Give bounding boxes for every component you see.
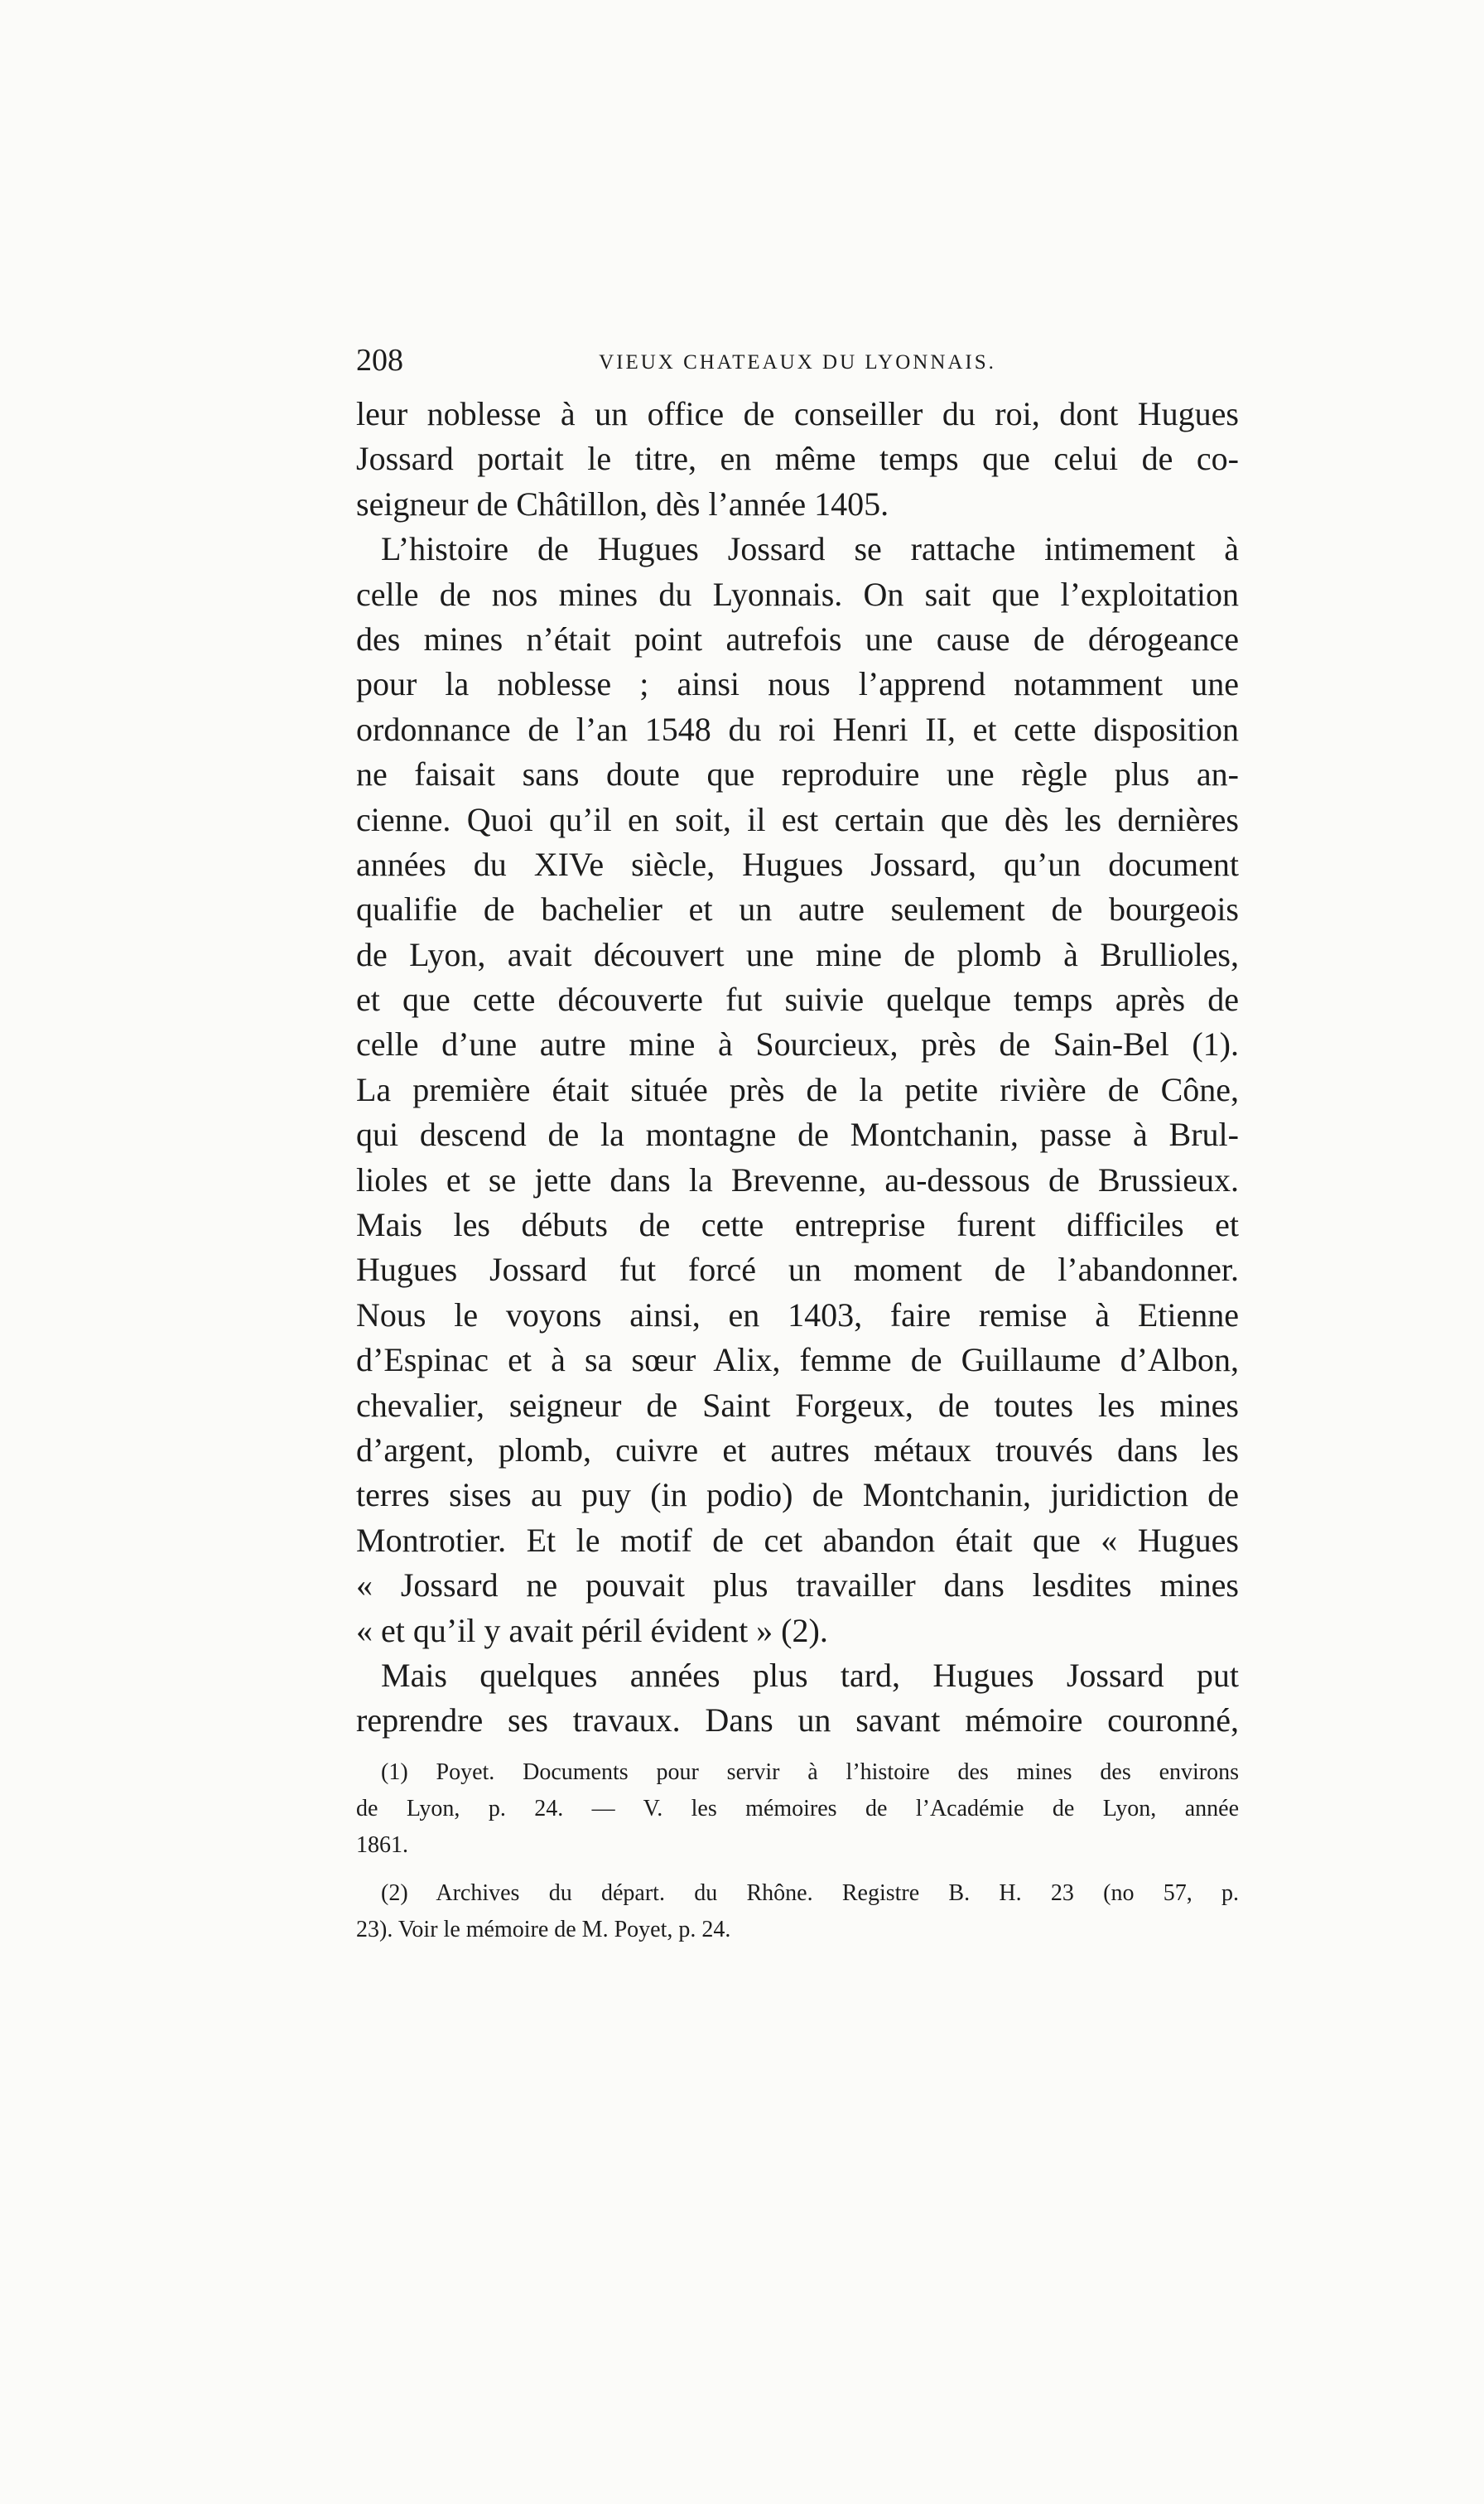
text-line: ne faisait sans doute que reproduire une règle plus an- [356,755,1239,794]
text-line: pour la noblesse ; ainsi nous l’apprend notamment une [356,665,1239,703]
text-line: Nous le voyons ainsi, en 1403, faire remise à Etienne [356,1295,1239,1334]
page-number: 208 [356,343,403,378]
footnote-line: 1861. [356,1832,408,1858]
text-line: seigneur de Châtillon, dès l’année 1405. [356,485,889,523]
text-line: et que cette découverte fut suivie quelque temps après de [356,981,1239,1019]
text-line: celle de nos mines du Lyonnais. On sait que l’exploitation [356,575,1239,613]
footnote-line: (1) Poyet. Documents pour servir à l’histoire des mines des environs [381,1759,1239,1785]
text-line: d’Espinac et à sa sœur Alix, femme de Guillaume d’Albon, [356,1341,1239,1379]
text-line: La première était située près de la petite rivière de Cône, [356,1070,1239,1108]
footnote-line: de Lyon, p. 24. — V. les mémoires de l’Académie de Lyon, année [356,1796,1239,1821]
text-line: années du XIVe siècle, Hugues Jossard, qu’un document [356,845,1239,883]
text-line: « et qu’il y avait péril évident » (2). [356,1611,828,1649]
text-line: reprendre ses travaux. Dans un savant mémoire couronné, [356,1701,1239,1739]
footnotes [356,1754,1239,1948]
text-line: ordonnance de l’an 1548 du roi Henri II, et cette disposition [356,710,1239,748]
text-line: Mais quelques années plus tard, Hugues Jossard put [381,1656,1239,1694]
text-line: Jossard portait le titre, en même temps que celui de co- [356,440,1239,478]
page-header [356,340,1239,389]
footnote-gap [356,1864,1239,1875]
text-line: Montrotier. Et le motif de cet abandon était que « Hugues [356,1521,1239,1559]
text-line: des mines n’était point autrefois une cause de dérogeance [356,620,1239,658]
text-line: Hugues Jossard fut forcé un moment de l’abandonner. [356,1251,1239,1289]
text-line: qualifie de bachelier et un autre seulement de bourgeois [356,890,1239,929]
footnote-line: 23). Voir le mémoire de M. Poyet, p. 24. [356,1917,731,1942]
text-line: leur noblesse à un office de conseiller du roi, dont Hugues [356,395,1239,432]
text-line: « Jossard ne pouvait plus travailler dans lesdites mines [356,1566,1239,1604]
text-line: cienne. Quoi qu’il en soit, il est certain que dès les dernières [356,800,1239,838]
text-line: L’histoire de Hugues Jossard se rattache intimement à [381,530,1239,568]
text-line: d’argent, plomb, cuivre et autres métaux trouvés dans les [356,1431,1239,1469]
text-line: de Lyon, avait découvert une mine de plomb à Brullioles, [356,935,1239,973]
text-line: lioles et se jette dans la Brevenne, au-dessous de Brussieux. [356,1160,1239,1199]
text-line: Mais les débuts de cette entreprise furent difficiles et [356,1206,1239,1244]
text-line: chevalier, seigneur de Saint Forgeux, de toutes les mines [356,1386,1239,1424]
text-line: terres sises au puy (in podio) de Montchanin, juridiction de [356,1476,1239,1514]
body-text [356,392,1239,1744]
text-line: celle d’une autre mine à Sourcieux, près de Sain-Bel (1). [356,1025,1239,1064]
running-title: VIEUX CHATEAUX DU LYONNAIS. [599,351,996,374]
footnote-line: (2) Archives du départ. du Rhône. Registre B. H. 23 (no 57, p. [381,1880,1239,1906]
text-line: qui descend de la montagne de Montchanin, passe à Brul- [356,1116,1239,1154]
